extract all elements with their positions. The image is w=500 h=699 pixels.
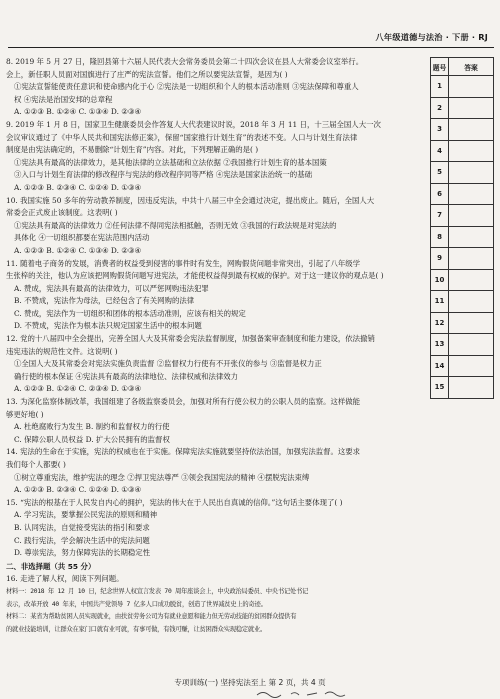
question-number-cell: 13 <box>431 334 449 356</box>
question-number-cell: 4 <box>431 140 449 162</box>
material-two-line: 的就业技能培训，让群众在家门口就有业可就，有事可做，有钱可赚，让贫困群众实现稳定就业。 <box>6 625 267 633</box>
question-number-cell: 5 <box>431 162 449 184</box>
question-number-cell: 14 <box>431 355 449 377</box>
page-header <box>8 30 494 47</box>
question-option-line: C. 赞成，宪法作为一切组织和团体的根本活动准则，应该有相关的规定 <box>14 308 246 318</box>
answer-table-col-answer: 答案 <box>449 58 494 76</box>
handwriting-scribble <box>255 688 365 699</box>
question-14 <box>6 446 418 496</box>
answer-table-row <box>431 377 494 399</box>
question-13 <box>6 396 418 446</box>
question-option-line: A. 赞成，宪法具有最高的法律效力，可以严惩网购违法犯罪 <box>14 283 209 293</box>
question-option-line: C. 保障公职人员权益 D. 扩大公民拥有的监督权 <box>14 434 170 444</box>
question-12 <box>6 333 418 396</box>
question-number-cell: 2 <box>431 97 449 119</box>
answer-table-col-number: 题号 <box>431 58 449 76</box>
question-option-line: C. 践行宪法，学会解决生活中的宪法问题 <box>14 535 150 545</box>
question-number-cell: 12 <box>431 312 449 334</box>
answer-table-row <box>431 162 494 184</box>
question-option-line: 权 ④宪法是治国安邦的总章程 <box>14 94 113 104</box>
question-text-line: 13. 为深化监察体制改革，我国组建了各级监察委员会，加强对所有行使公权力的公职人员的监察。这样做能 <box>6 397 361 407</box>
question-text-line: 违宪违法的规范性文件。这说明( ) <box>6 346 118 356</box>
question-option-line: B. 不赞成，宪法作为母法，已经包含了有关网购的法律 <box>14 296 195 306</box>
answer-cell[interactable] <box>449 183 494 205</box>
question-number-cell: 10 <box>431 269 449 291</box>
book-title: 八年级道德与法治 · 下册 · RJ <box>375 32 488 42</box>
answer-cell[interactable] <box>449 291 494 313</box>
answer-cell[interactable] <box>449 205 494 227</box>
answer-table-row <box>431 119 494 141</box>
question-number-cell: 6 <box>431 183 449 205</box>
question-option-line: A. ①②③ B. ①②④ C. ②③④ D. ①③④ <box>14 384 142 394</box>
answer-table-row <box>431 205 494 227</box>
answer-cell[interactable] <box>449 248 494 270</box>
question-number-cell: 1 <box>431 76 449 98</box>
question-text-line: 制度是由宪法确定的，不易删除“计划生育”内容。对此，下列理解正确的是( ) <box>6 145 259 155</box>
question-option-line: 具体化 ④一切组织都要在宪法范围内活动 <box>14 233 150 243</box>
question-15 <box>6 497 418 560</box>
answer-table <box>430 57 494 399</box>
header-rule <box>8 47 494 48</box>
answer-cell[interactable] <box>449 162 494 184</box>
answer-cell[interactable] <box>449 334 494 356</box>
question-area <box>6 56 418 636</box>
answer-table-row <box>431 183 494 205</box>
answer-table-row <box>431 248 494 270</box>
answer-cell[interactable] <box>449 119 494 141</box>
question-9 <box>6 119 418 195</box>
answer-table-row <box>431 140 494 162</box>
question-number-cell: 11 <box>431 291 449 313</box>
question-option-line: ①宪法具有最高的法律效力 ②任何法律不得同宪法相抵触，否则无效 ③我国的行政法规是对宪法的 <box>14 220 337 230</box>
question-option-line: A. 学习宪法，要掌握公民宪法的原则和精神 <box>14 510 158 520</box>
question-option-line: ①树立尊重宪法，维护宪法的理念 ②捍卫宪法尊严 ③领会我国宪法的精神 ④摆脱宪法束缚 <box>14 472 310 482</box>
question-number-cell: 9 <box>431 248 449 270</box>
question-11 <box>6 258 418 334</box>
question-text-line: 够更好地( ) <box>6 409 44 419</box>
material-one-line: 材料一：2018 年 12 月 10 日，纪念世界人权宣言发表 70 周年座谈会上，中央政治局委员、中央书记处书记 <box>6 587 309 595</box>
question-text-line: 12. 党的十八届四中全会提出，完善全国人大及其常委会宪法监督制度，加强备案审查制度和能力建设，依法撤销 <box>6 334 375 344</box>
question-text-line: 会议审议通过了《中华人民共和国宪法修正案》，保留“国家推行计划生育”的表述不变。人口与计划生育法律 <box>6 132 358 142</box>
answer-cell[interactable] <box>449 312 494 334</box>
answer-cell[interactable] <box>449 355 494 377</box>
section-heading: 二、非选择题（共 55 分） <box>6 561 96 571</box>
question-option-line: A. 杜绝腐败行为发生 B. 制约和监督权力的行使 <box>14 422 170 432</box>
answer-cell[interactable] <box>449 269 494 291</box>
question-option-line: D. 尊崇宪法，努力保障宪法的长期稳定性 <box>14 548 151 558</box>
question-option-line: A. ①②③ B. ②③④ C. ①②④ D. ①③④ <box>14 182 142 192</box>
question-text-line: 9. 2019 年 1 月 8 日，国家卫生健康委员会作答复人大代表建议时说，2018 年 3 月 11 日，十三届全国人大一次 <box>6 119 381 129</box>
question-option-line: 确行使的根本保证 ④宪法具有最高的法律地位、法律权威和法律效力 <box>14 371 239 381</box>
question-text-line: 14. 宪法的生命在于实施，宪法的权威也在于实施。保障宪法实施就要坚持依法治国，加强宪法监督。这要求 <box>6 447 361 457</box>
answer-table-row <box>431 291 494 313</box>
answer-table-header <box>431 58 494 76</box>
question-option-line: ③入口与计划生育法律的修改程序与宪法的修改程序同等严格 ④宪法是国家法治统一的基础 <box>14 170 312 180</box>
question-8 <box>6 56 418 119</box>
question-option-line: A. ①②③ B. ②③④ C. ①②④ D. ①③④ <box>14 485 142 495</box>
question-text-line: 11. 随着电子商务的发展，消费者的权益受到侵害的事件时有发生，网购假货问题非常突出，引起了八年级学 <box>6 258 361 268</box>
answer-table-row <box>431 226 494 248</box>
question-number-cell: 15 <box>431 377 449 399</box>
question-option-line: B. 认同宪法，自觉接受宪法的指引和要求 <box>14 522 150 532</box>
question-number-cell: 7 <box>431 205 449 227</box>
question-option-line: A. ①②③ B. ①②④ C. ①③④ D. ②③④ <box>14 107 142 117</box>
question-option-line: A. ①②③ B. ①②④ C. ①③④ D. ②③④ <box>14 245 142 255</box>
answer-table-row <box>431 312 494 334</box>
answer-table-row <box>431 355 494 377</box>
question-10 <box>6 195 418 258</box>
question-16: 16. 走进了解人权，阅读下列问题。 <box>6 574 124 584</box>
question-text-line: 我们每个人都要( ) <box>6 460 66 469</box>
answer-table-row <box>431 269 494 291</box>
answer-cell[interactable] <box>449 140 494 162</box>
question-option-line: ①宪法具有最高的法律效力，是其他法律的立法基础和立法依据 ②我国推行计划生育的基本国策 <box>14 157 327 167</box>
question-text-line: 会上，新任职人员面对国旗进行了庄严的宪法宣誓。他们之所以要宪法宣誓，是因为( ) <box>6 69 288 79</box>
answer-table-row <box>431 334 494 356</box>
material-two-line: 材料二：某省为帮助贫困人员实现就业，由扶贫劳务公司为有就业意愿和能力但无劳动技能的贫困群众提供有 <box>6 613 297 621</box>
question-text-line: 10. 我国实施 50 多年的劳动教养制度，因违反宪法，中共十八届三中全会通过决定，提出废止。随后，全国人大 <box>6 195 375 205</box>
question-text-line: 生张梓的关注，他认为应该把网购假货问题写进宪法，才能使权益得到最有权威的保护。对于这一建议你的观点是( ) <box>6 271 384 281</box>
question-option-line: ①全国人大及其常委会对宪法实施负责监督 ②监督权力行使有不开张仪的参与 ③监督是权力正 <box>14 359 322 369</box>
answer-cell[interactable] <box>449 97 494 119</box>
question-number-cell: 3 <box>431 119 449 141</box>
answer-cell[interactable] <box>449 377 494 399</box>
answer-table-row <box>431 97 494 119</box>
answer-cell[interactable] <box>449 76 494 98</box>
answer-cell[interactable] <box>449 226 494 248</box>
answer-table-row <box>431 76 494 98</box>
question-number-cell: 8 <box>431 226 449 248</box>
question-text-line: 8. 2019 年 5 月 27 日，隆回县第十六届人民代表大会常务委员会第二十四次会议在县人大常委会议室举行。 <box>6 57 364 66</box>
question-option-line: ①宪法宣誓能使责任意识和使命感内化于心 ②宪法是一切组织和个人的根本活动准则 ③宪法保障和尊重人 <box>14 82 359 92</box>
material-one-line: 表示，改革开放 40 年来，中国共产党领导 7 亿多人口成功脱贫，创造了世界减贫史上的奇迹。 <box>6 600 267 608</box>
page-footer: 专项训练(一) 坚持宪法至上 第 2 页，共 4 页 <box>174 678 326 687</box>
question-option-line: D. 不赞成，宪法作为根本法只规定国家生活中的根本问题 <box>14 321 202 331</box>
question-text-line: 15. “宪法的根基在于人民发自内心的拥护，宪法的伟大在于人民出自真诚的信仰。”这句话主要体现了( ) <box>6 497 343 507</box>
question-text-line: 常委会正式废止该制度。这表明( ) <box>6 208 118 218</box>
